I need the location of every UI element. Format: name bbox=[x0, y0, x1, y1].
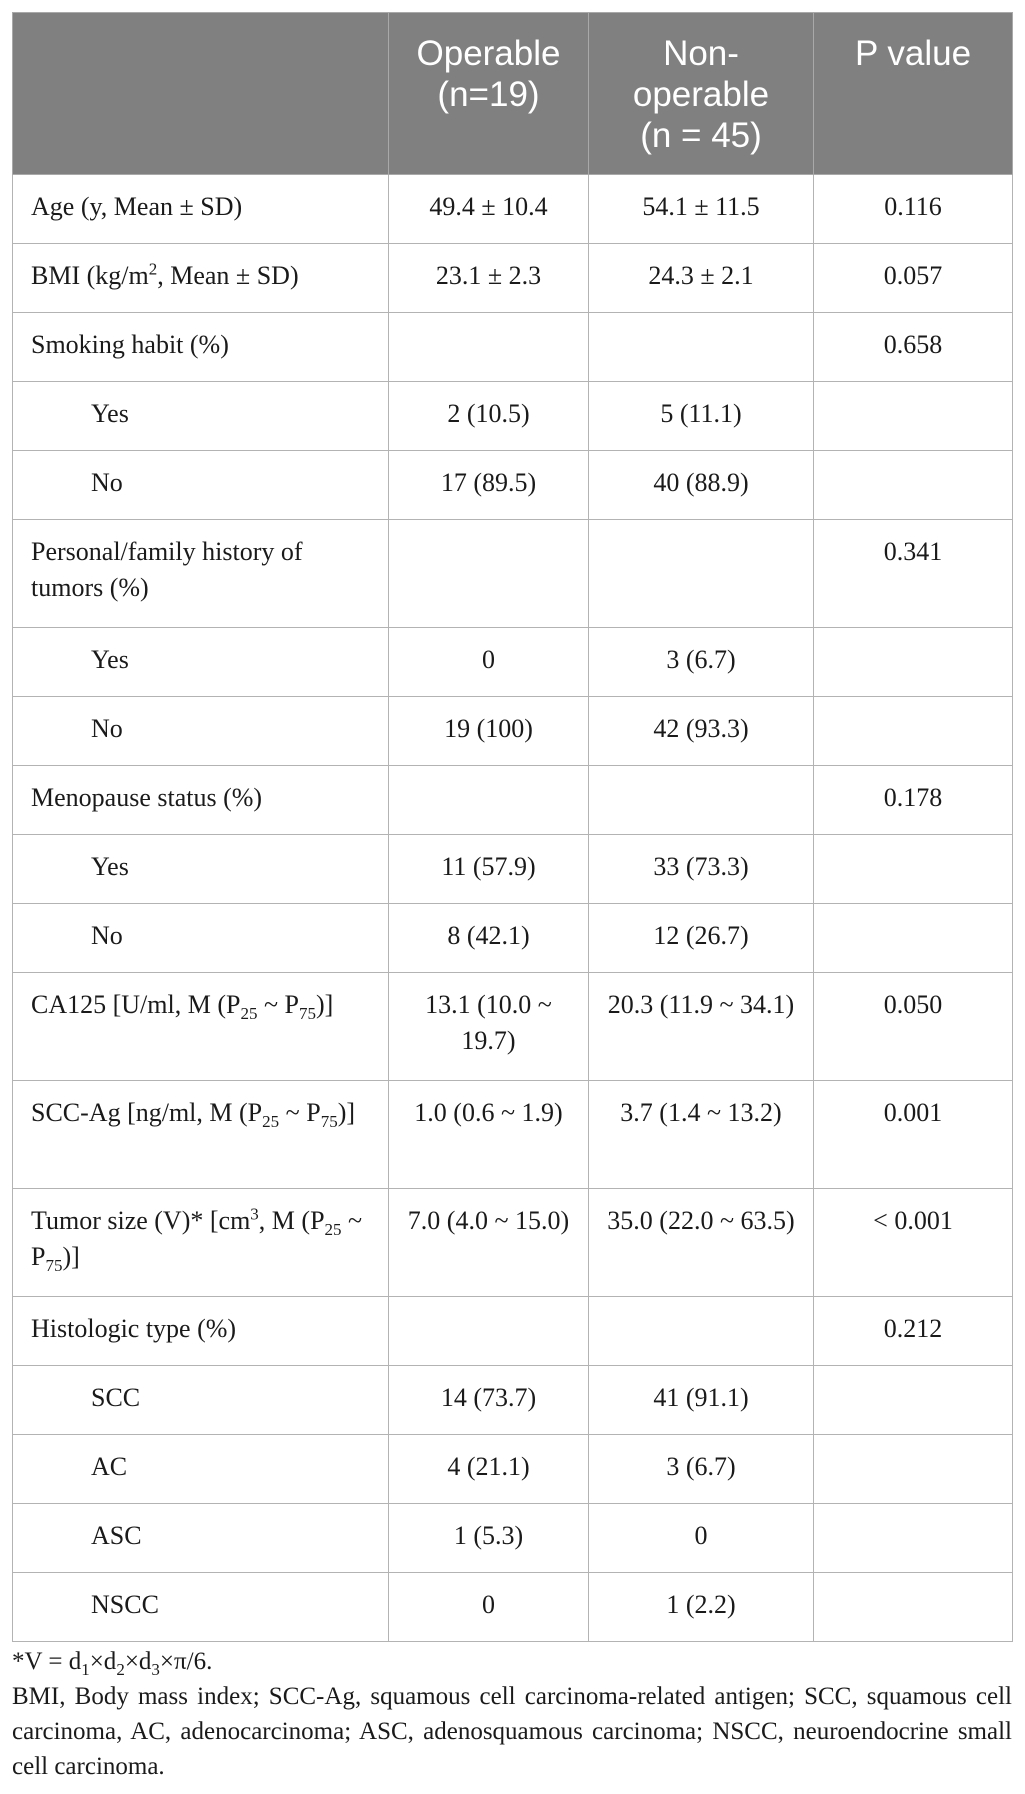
row-label: Yes bbox=[13, 835, 389, 904]
p-value-cell bbox=[814, 1573, 1013, 1642]
table-row bbox=[13, 382, 1013, 451]
row-label: Yes bbox=[13, 382, 389, 451]
non-operable-cell: 1 (2.2) bbox=[589, 1573, 814, 1642]
p-value-cell bbox=[814, 697, 1013, 766]
header-row bbox=[13, 13, 1013, 175]
footnote-formula: $*V = d_1\times d_2\times d_3\times\pi/6$. bbox=[12, 1648, 213, 1679]
table-row bbox=[13, 973, 1013, 1081]
p-value-cell: 0.057 bbox=[814, 244, 1013, 313]
operable-cell: 13.1 (10.0 ~ 19.7) bbox=[389, 973, 589, 1081]
table-container bbox=[12, 12, 1012, 1642]
data-table bbox=[12, 12, 1013, 1642]
table-row bbox=[13, 244, 1013, 313]
footnote-abbreviations: BMI, Body mass index; SCC-Ag, squamous cell carcinoma-related antigen; SCC, squamous cell carcinoma, AC, adenocarcinoma; ASC, adenosquamous carcinoma; NSCC, neuroendocrine small cell carcinoma. bbox=[12, 1683, 1012, 1780]
p-value-cell: < 0.001 bbox=[814, 1189, 1013, 1297]
operable-cell: 19 (100) bbox=[389, 697, 589, 766]
p-value-cell: 0.341 bbox=[814, 520, 1013, 628]
non-operable-cell: 41 (91.1) bbox=[589, 1366, 814, 1435]
row-label: Personal/family history of tumors (%) bbox=[13, 520, 389, 628]
table-row bbox=[13, 1366, 1013, 1435]
p-value-cell bbox=[814, 835, 1013, 904]
row-label: ASC bbox=[13, 1504, 389, 1573]
row-label: SCC bbox=[13, 1366, 389, 1435]
table-row bbox=[13, 1573, 1013, 1642]
operable-cell bbox=[389, 1297, 589, 1366]
operable-cell bbox=[389, 313, 589, 382]
table-row bbox=[13, 1189, 1013, 1297]
table-row bbox=[13, 1435, 1013, 1504]
non-operable-cell bbox=[589, 520, 814, 628]
table-row bbox=[13, 766, 1013, 835]
non-operable-cell: 0 bbox=[589, 1504, 814, 1573]
table-row bbox=[13, 451, 1013, 520]
operable-cell: 1.0 (0.6 ~ 1.9) bbox=[389, 1081, 589, 1189]
operable-cell: 8 (42.1) bbox=[389, 904, 589, 973]
table-row bbox=[13, 520, 1013, 628]
non-operable-cell bbox=[589, 766, 814, 835]
header-operable: Operable (n=19) bbox=[389, 13, 589, 175]
table-row bbox=[13, 904, 1013, 973]
row-label: BMI ($kg/m^2$, Mean ± SD) bbox=[13, 244, 389, 313]
row-label: Yes bbox=[13, 628, 389, 697]
p-value-cell: 0.001 bbox=[814, 1081, 1013, 1189]
p-value-cell bbox=[814, 1435, 1013, 1504]
non-operable-cell: 20.3 (11.9 ~ 34.1) bbox=[589, 973, 814, 1081]
table-row bbox=[13, 628, 1013, 697]
operable-cell: 23.1 ± 2.3 bbox=[389, 244, 589, 313]
operable-cell bbox=[389, 766, 589, 835]
header-empty bbox=[13, 13, 389, 175]
row-label: SCC-Ag [ng/ml, M ($P_{25}$ ~ $P_{75}$)] bbox=[13, 1081, 389, 1189]
table-row bbox=[13, 697, 1013, 766]
operable-cell: 7.0 (4.0 ~ 15.0) bbox=[389, 1189, 589, 1297]
p-value-cell bbox=[814, 1366, 1013, 1435]
non-operable-cell: 54.1 ± 11.5 bbox=[589, 175, 814, 244]
non-operable-cell bbox=[589, 313, 814, 382]
non-operable-cell: 33 (73.3) bbox=[589, 835, 814, 904]
operable-cell: 0 bbox=[389, 628, 589, 697]
non-operable-cell: 3 (6.7) bbox=[589, 1435, 814, 1504]
non-operable-cell: 3.7 (1.4 ~ 13.2) bbox=[589, 1081, 814, 1189]
table-row bbox=[13, 835, 1013, 904]
table-row bbox=[13, 313, 1013, 382]
operable-cell: 4 (21.1) bbox=[389, 1435, 589, 1504]
non-operable-cell: 35.0 (22.0 ~ 63.5) bbox=[589, 1189, 814, 1297]
p-value-cell bbox=[814, 628, 1013, 697]
operable-cell: 11 (57.9) bbox=[389, 835, 589, 904]
table-row bbox=[13, 1081, 1013, 1189]
operable-cell: 0 bbox=[389, 1573, 589, 1642]
operable-cell: 14 (73.7) bbox=[389, 1366, 589, 1435]
row-label: Age (y, Mean ± SD) bbox=[13, 175, 389, 244]
table-row bbox=[13, 1504, 1013, 1573]
table-row bbox=[13, 1297, 1013, 1366]
table-footnotes bbox=[12, 1644, 1012, 1784]
table-row bbox=[13, 175, 1013, 244]
p-value-cell: 0.212 bbox=[814, 1297, 1013, 1366]
operable-cell: 17 (89.5) bbox=[389, 451, 589, 520]
p-value-cell: 0.050 bbox=[814, 973, 1013, 1081]
p-value-cell bbox=[814, 451, 1013, 520]
row-label: AC bbox=[13, 1435, 389, 1504]
p-value-cell bbox=[814, 1504, 1013, 1573]
row-label: Menopause status (%) bbox=[13, 766, 389, 835]
row-label: No bbox=[13, 904, 389, 973]
header-non-operable: Non- operable (n = 45) bbox=[589, 13, 814, 175]
header-p-value: P value bbox=[814, 13, 1013, 175]
p-value-cell: 0.116 bbox=[814, 175, 1013, 244]
operable-cell: 49.4 ± 10.4 bbox=[389, 175, 589, 244]
non-operable-cell: 42 (93.3) bbox=[589, 697, 814, 766]
p-value-cell: 0.658 bbox=[814, 313, 1013, 382]
row-label: Smoking habit (%) bbox=[13, 313, 389, 382]
row-label: No bbox=[13, 697, 389, 766]
operable-cell: 2 (10.5) bbox=[389, 382, 589, 451]
row-label: NSCC bbox=[13, 1573, 389, 1642]
row-label: Tumor size (V)* [$cm^3$, M ($P_{25}$ ~ $P_{75}$)] bbox=[13, 1189, 389, 1297]
operable-cell bbox=[389, 520, 589, 628]
non-operable-cell: 24.3 ± 2.1 bbox=[589, 244, 814, 313]
non-operable-cell: 40 (88.9) bbox=[589, 451, 814, 520]
non-operable-cell: 5 (11.1) bbox=[589, 382, 814, 451]
operable-cell: 1 (5.3) bbox=[389, 1504, 589, 1573]
p-value-cell bbox=[814, 382, 1013, 451]
non-operable-cell: 12 (26.7) bbox=[589, 904, 814, 973]
non-operable-cell: 3 (6.7) bbox=[589, 628, 814, 697]
non-operable-cell bbox=[589, 1297, 814, 1366]
row-label: No bbox=[13, 451, 389, 520]
row-label: CA125 [U/ml, M ($P_{25}$ ~ $P_{75}$)] bbox=[13, 973, 389, 1081]
p-value-cell bbox=[814, 904, 1013, 973]
row-label: Histologic type (%) bbox=[13, 1297, 389, 1366]
p-value-cell: 0.178 bbox=[814, 766, 1013, 835]
